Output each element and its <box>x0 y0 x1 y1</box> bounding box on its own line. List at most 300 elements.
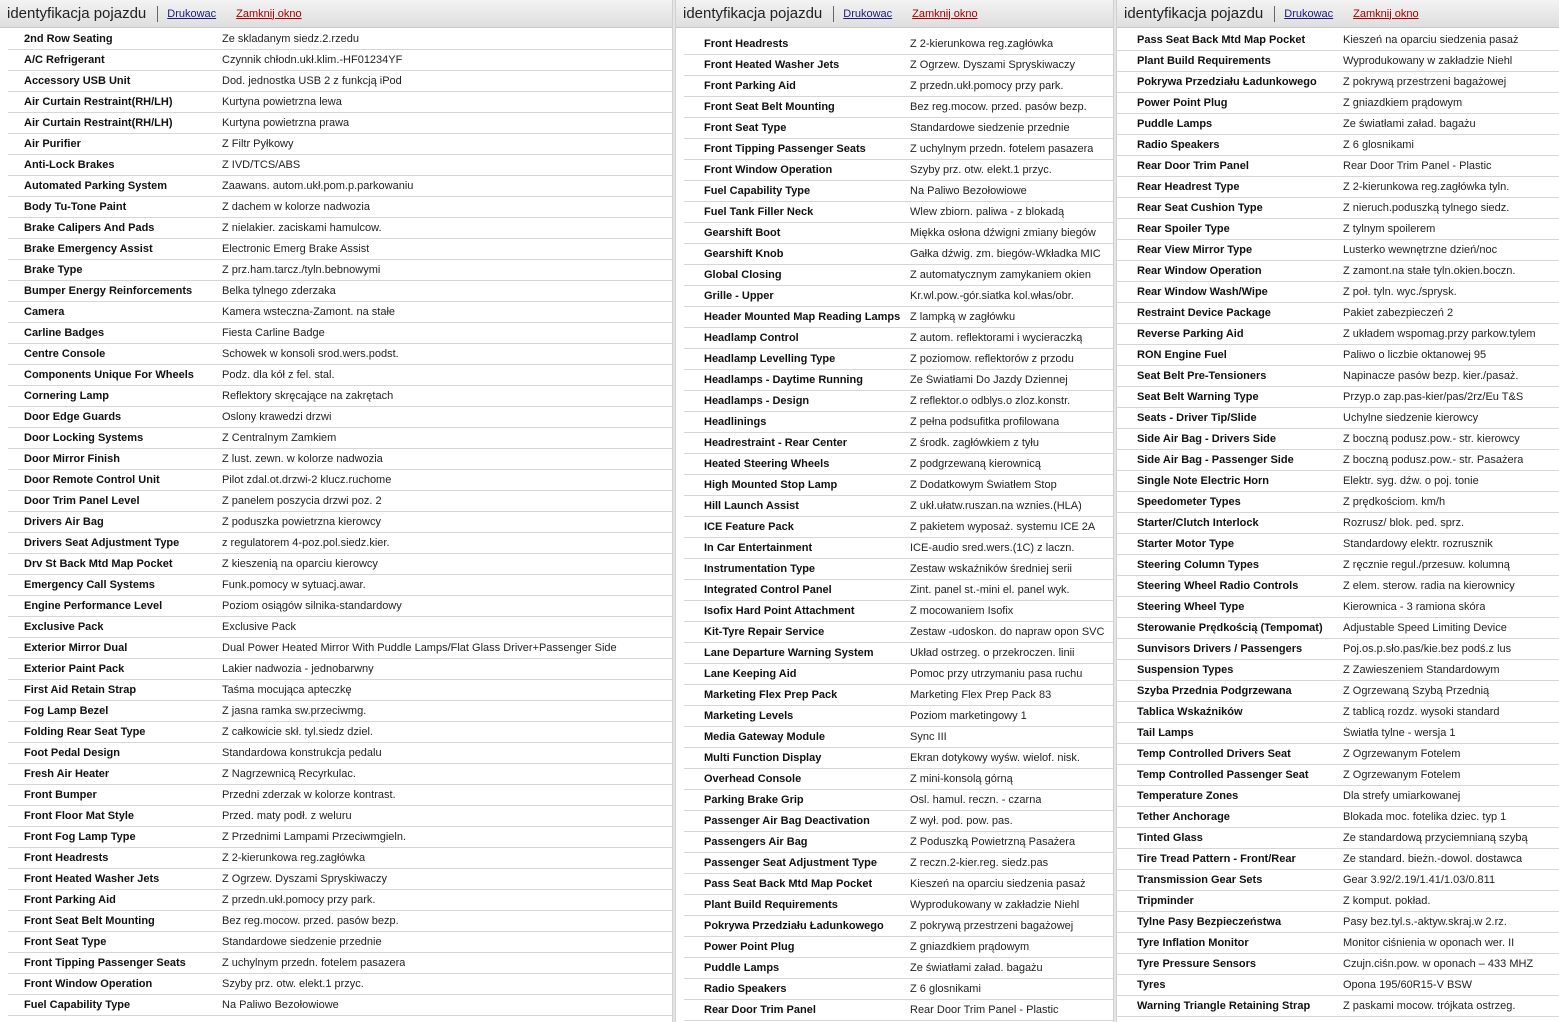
feature-name: Front Bumper <box>24 789 97 801</box>
table-row <box>8 785 672 806</box>
table-row <box>8 113 672 134</box>
feature-value: Z całkowicie skł. tyl.siedz dziel. <box>222 726 373 738</box>
feature-value: Ze standard. bieżn.-dowol. dostawca <box>1343 853 1523 865</box>
table-row <box>1117 555 1559 576</box>
feature-name: Drivers Seat Adjustment Type <box>24 537 180 549</box>
feature-value: Z podgrzewaną kierownicą <box>910 458 1041 470</box>
table-row <box>8 71 672 92</box>
table-row <box>8 701 672 722</box>
feature-name: Door Mirror Finish <box>24 453 120 465</box>
feature-value: Czujn.ciśn.pow. w oponach – 433 MHZ <box>1343 958 1534 970</box>
table-row <box>684 97 1113 118</box>
table-row <box>1117 702 1559 723</box>
feature-name: Reverse Parking Aid <box>1137 328 1244 340</box>
table-row <box>684 559 1113 580</box>
table-row <box>1117 30 1559 51</box>
feature-value: Z komput. pokład. <box>1343 895 1431 907</box>
table-row <box>684 601 1113 622</box>
table-row <box>1117 492 1559 513</box>
feature-name: Automated Parking System <box>24 180 168 192</box>
feature-name: Front Window Operation <box>704 164 833 176</box>
table-row <box>1117 282 1559 303</box>
table-row <box>1117 849 1559 870</box>
table-row <box>684 202 1113 223</box>
feature-name: Marketing Levels <box>704 710 794 722</box>
feature-value: Z pokrywą przestrzeni bagażowej <box>910 920 1074 932</box>
feature-value: Oslony krawedzi drzwi <box>222 411 332 423</box>
feature-name: Single Note Electric Horn <box>1137 475 1270 487</box>
table-row <box>8 554 672 575</box>
feature-value: Poziom osiągów silnika-standardowy <box>222 600 402 612</box>
table-row <box>1117 387 1559 408</box>
feature-value: Ze skladanym siedz.2.rzedu <box>222 33 359 45</box>
feature-name: High Mounted Stop Lamp <box>704 479 838 491</box>
feature-value: Zaawans. autom.ukł.pom.p.parkowaniu <box>222 180 414 192</box>
feature-name: Seats - Driver Tip/Slide <box>1137 412 1257 424</box>
table-row <box>1117 534 1559 555</box>
feature-name: Media Gateway Module <box>704 731 826 743</box>
feature-value: Z 2-kierunkowa reg.zagłówka <box>910 38 1054 50</box>
table-row <box>8 722 672 743</box>
table-row <box>684 139 1113 160</box>
feature-name: Starter Motor Type <box>1137 538 1234 550</box>
table-row <box>684 748 1113 769</box>
feature-value: Taśma mocująca apteczkę <box>222 684 352 696</box>
feature-name: Front Window Operation <box>24 978 153 990</box>
feature-name: Temperature Zones <box>1137 790 1239 802</box>
table-row <box>684 580 1113 601</box>
feature-value: Uchylne siedzenie kierowcy <box>1343 412 1479 424</box>
feature-name: Starter/Clutch Interlock <box>1137 517 1259 529</box>
feature-value: Z lampką w zagłówku <box>910 311 1016 323</box>
feature-value: Z Poduszką Powietrzną Pasażera <box>910 836 1076 848</box>
table-row <box>684 643 1113 664</box>
feature-value: Z nielakier. zaciskami hamulcow. <box>222 222 382 234</box>
feature-name: Foot Pedal Design <box>24 747 120 759</box>
table-row <box>8 974 672 995</box>
table-row <box>1117 198 1559 219</box>
table-row <box>1117 765 1559 786</box>
table-row <box>1117 450 1559 471</box>
feature-name: Tylne Pasy Bezpieczeństwa <box>1137 916 1282 928</box>
feature-name: Lane Keeping Aid <box>704 668 797 680</box>
feature-name: Air Curtain Restraint(RH/LH) <box>24 96 173 108</box>
feature-value: Z elem. sterow. radia na kierownicy <box>1343 580 1515 592</box>
feature-value: Funk.pomocy w sytuacj.awar. <box>222 579 366 591</box>
feature-name: Components Unique For Wheels <box>24 369 194 381</box>
feature-name: Sunvisors Drivers / Passengers <box>1137 643 1303 655</box>
feature-value: Z poł. tyln. wyc./sprysk. <box>1343 286 1457 298</box>
feature-name: Body Tu-Tone Paint <box>24 201 127 213</box>
table-row <box>8 239 672 260</box>
feature-name: Multi Function Display <box>704 752 822 764</box>
table-row <box>684 1000 1113 1021</box>
feature-name: Tyres <box>1137 979 1166 991</box>
feature-value: Standardowy elektr. rozrusznik <box>1343 538 1493 550</box>
header-divider <box>157 6 158 22</box>
feature-name: Transmission Gear Sets <box>1137 874 1263 886</box>
table-row <box>684 790 1113 811</box>
feature-name: Door Remote Control Unit <box>24 474 160 486</box>
feature-value: Ze światłami załad. bagażu <box>1343 118 1476 130</box>
feature-name: Rear Window Operation <box>1137 265 1262 277</box>
table-row <box>684 496 1113 517</box>
table-row <box>684 937 1113 958</box>
feature-value: Wyprodukowany w zakładzie Niehl <box>1343 55 1513 67</box>
table-row <box>684 118 1113 139</box>
feature-value: Z przedn.ukł.pomocy przy park. <box>222 894 376 906</box>
feature-name: Lane Departure Warning System <box>704 647 874 659</box>
table-row <box>8 659 672 680</box>
table-row <box>1117 345 1559 366</box>
feature-name: Kit-Tyre Repair Service <box>704 626 825 638</box>
table-row <box>1117 366 1559 387</box>
table-row <box>684 517 1113 538</box>
print-link[interactable]: Drukowac <box>1284 7 1334 20</box>
feature-name: Steering Column Types <box>1137 559 1260 571</box>
panel-header <box>1117 0 1559 28</box>
feature-value: Pasy bez.tyl.s.-aktyw.skraj.w 2.rz. <box>1343 916 1507 928</box>
feature-value: Bez reg.mocow. przed. pasów bezp. <box>910 101 1087 113</box>
table-row <box>684 328 1113 349</box>
feature-value: Dual Power Heated Mirror With Puddle Lamps/Flat Glass Driver+Passenger Side <box>222 642 617 654</box>
feature-name: Exclusive Pack <box>24 621 104 633</box>
feature-name: Fog Lamp Bezel <box>24 705 109 717</box>
feature-name: Headlamps - Design <box>704 395 810 407</box>
feature-value: Standardowa konstrukcja pedalu <box>222 747 382 759</box>
table-row <box>684 916 1113 937</box>
feature-value: Z Dodatkowym Światłem Stop <box>910 479 1057 491</box>
table-row <box>684 181 1113 202</box>
table-row <box>1117 954 1559 975</box>
feature-name: Front Fog Lamp Type <box>24 831 136 843</box>
feature-name: Front Heated Washer Jets <box>24 873 160 885</box>
feature-name: Tire Tread Pattern - Front/Rear <box>1137 853 1296 865</box>
feature-name: Headrestraint - Rear Center <box>704 437 848 449</box>
feature-name: Exterior Paint Pack <box>24 663 125 675</box>
feature-value: Ze Światłami Do Jazdy Dziennej <box>910 374 1068 386</box>
feature-name: Seat Belt Warning Type <box>1137 391 1259 403</box>
feature-value: Z poduszka powietrzna kierowcy <box>222 516 381 528</box>
table-row <box>1117 744 1559 765</box>
feature-value: Z 6 glosnikami <box>1343 139 1414 151</box>
table-row <box>684 706 1113 727</box>
feature-name: Passenger Seat Adjustment Type <box>704 857 877 869</box>
feature-value: Z pakietem wyposaż. systemu ICE 2A <box>910 521 1096 533</box>
feature-value: Rear Door Trim Panel - Plastic <box>910 1004 1059 1016</box>
spec-table <box>676 34 1113 1021</box>
feature-name: Passenger Air Bag Deactivation <box>704 815 870 827</box>
feature-value: Z Centralnym Zamkiem <box>222 432 337 444</box>
feature-value: Osl. hamul. reczn. - czarna <box>910 794 1042 806</box>
feature-name: First Aid Retain Strap <box>24 684 137 696</box>
feature-value: Z pełna podsufitka profilowana <box>910 416 1060 428</box>
feature-value: Standardowe siedzenie przednie <box>222 936 382 948</box>
feature-name: Fuel Tank Filler Neck <box>704 206 814 218</box>
feature-name: 2nd Row Seating <box>24 33 113 45</box>
table-row <box>1117 576 1559 597</box>
feature-value: Elektr. syg. dźw. o poj. tonie <box>1343 475 1479 487</box>
feature-value: Z Ogrzewanym Fotelem <box>1343 769 1461 781</box>
feature-name: Anti-Lock Brakes <box>24 159 115 171</box>
table-row <box>8 764 672 785</box>
feature-name: Power Point Plug <box>704 941 795 953</box>
feature-value: Kurtyna powietrzna lewa <box>222 96 342 108</box>
feature-name: Rear View Mirror Type <box>1137 244 1253 256</box>
table-row <box>684 895 1113 916</box>
feature-value: Z boczną podusz.pow.- str. kierowcy <box>1343 433 1520 445</box>
feature-value: Z mini-konsolą górną <box>910 773 1013 785</box>
close-window-link[interactable]: Zamknij okno <box>236 7 302 20</box>
feature-name: Front Tipping Passenger Seats <box>24 957 186 969</box>
table-row <box>684 160 1113 181</box>
feature-value: Z kieszenią na oparciu kierowcy <box>222 558 378 570</box>
table-row <box>8 638 672 659</box>
feature-value: z regulatorem 4-poz.pol.siedz.kier. <box>222 537 390 549</box>
feature-name: Front Seat Belt Mounting <box>24 915 155 927</box>
close-window-link[interactable]: Zamknij okno <box>912 7 978 20</box>
feature-value: Napinacze pasów bezp. kier./pasaż. <box>1343 370 1519 382</box>
table-row <box>8 386 672 407</box>
feature-name: Radio Speakers <box>1137 139 1220 151</box>
feature-value: Z środk. zagłówkiem z tyłu <box>910 437 1039 449</box>
feature-value: Z gniazdkiem prądowym <box>1343 97 1463 109</box>
feature-value: Z mocowaniem Isofix <box>910 605 1014 617</box>
feature-name: Rear Headrest Type <box>1137 181 1240 193</box>
feature-value: Ze standardową przyciemnianą szybą <box>1343 832 1528 844</box>
table-row <box>1117 723 1559 744</box>
table-row <box>8 890 672 911</box>
feature-name: Front Seat Type <box>704 122 787 134</box>
feature-name: Front Parking Aid <box>24 894 116 906</box>
feature-value: Zint. panel st.-mini el. panel wyk. <box>910 584 1070 596</box>
feature-value: Przed. maty podł. z weluru <box>222 810 352 822</box>
feature-name: Bumper Energy Reinforcements <box>24 285 193 297</box>
table-row <box>684 55 1113 76</box>
table-row <box>1117 471 1559 492</box>
table-row <box>8 323 672 344</box>
feature-value: Z przedn.ukł.pomocy przy park. <box>910 80 1064 92</box>
feature-value: Szyby prz. otw. elekt.1 przyc. <box>222 978 364 990</box>
feature-name: Hill Launch Assist <box>704 500 799 512</box>
feature-name: Plant Build Requirements <box>704 899 838 911</box>
feature-value: Z Przednimi Lampami Przeciwmgieln. <box>222 831 406 843</box>
feature-value: ICE-audio sred.wers.(1C) z laczn. <box>910 542 1075 554</box>
feature-name: Front Headrests <box>24 852 109 864</box>
feature-value: Adjustable Speed Limiting Device <box>1343 622 1507 634</box>
feature-value: Ze światłami załad. bagażu <box>910 962 1043 974</box>
feature-name: Puddle Lamps <box>1137 118 1213 130</box>
feature-value: Podz. dla kół z fel. stal. <box>222 369 335 381</box>
feature-value: Układ ostrzeg. o przekroczen. linii <box>910 647 1075 659</box>
feature-value: Kamera wsteczna-Zamont. na stałe <box>222 306 396 318</box>
table-row <box>684 391 1113 412</box>
table-row <box>1117 135 1559 156</box>
feature-value: Poziom marketingowy 1 <box>910 710 1027 722</box>
panel-title: identyfikacja pojazdu <box>1124 5 1264 22</box>
feature-value: Światła tylne - wersja 1 <box>1343 727 1456 739</box>
feature-value: Z dachem w kolorze nadwozia <box>222 201 370 213</box>
feature-name: Tail Lamps <box>1137 727 1194 739</box>
feature-value: Paliwo o liczbie oktanowej 95 <box>1343 349 1487 361</box>
feature-value: Z poziomow. reflektorów z przodu <box>910 353 1074 365</box>
header-divider <box>1274 6 1275 22</box>
table-row <box>8 302 672 323</box>
feature-name: Tether Anchorage <box>1137 811 1230 823</box>
table-row <box>1117 786 1559 807</box>
feature-value: Na Paliwo Bezołowiowe <box>222 999 339 1011</box>
feature-value: Z panelem poszycia drzwi poz. 2 <box>222 495 382 507</box>
feature-value: Electronic Emerg Brake Assist <box>222 243 370 255</box>
table-row <box>8 911 672 932</box>
feature-value: Reflektory skręcające na zakrętach <box>222 390 394 402</box>
header-divider <box>833 6 834 22</box>
close-window-link[interactable]: Zamknij okno <box>1353 7 1419 20</box>
feature-value: Z 6 glosnikami <box>910 983 981 995</box>
print-link[interactable]: Drukowac <box>843 7 893 20</box>
feature-name: Speedometer Types <box>1137 496 1241 508</box>
table-row <box>1117 870 1559 891</box>
table-row <box>8 617 672 638</box>
table-row <box>684 34 1113 55</box>
feature-name: Overhead Console <box>704 773 802 785</box>
table-row <box>684 832 1113 853</box>
feature-name: Steering Wheel Radio Controls <box>1137 580 1299 592</box>
feature-name: Front Tipping Passenger Seats <box>704 143 866 155</box>
feature-name: Power Point Plug <box>1137 97 1228 109</box>
table-row <box>8 680 672 701</box>
feature-value: Pakiet zabezpieczeń 2 <box>1343 307 1454 319</box>
table-row <box>1117 912 1559 933</box>
spec-table <box>0 29 672 1016</box>
feature-value: Kierownica - 3 ramiona skóra <box>1343 601 1486 613</box>
feature-value: Z jasna ramka sw.przeciwmg. <box>222 705 367 717</box>
table-row <box>8 470 672 491</box>
feature-value: Z IVD/TCS/ABS <box>222 159 301 171</box>
feature-name: RON Engine Fuel <box>1137 349 1227 361</box>
feature-name: Tyre Pressure Sensors <box>1137 958 1257 970</box>
table-row <box>1117 429 1559 450</box>
panel-title: identyfikacja pojazdu <box>683 5 823 22</box>
feature-value: Belka tylnego zderzaka <box>222 285 336 297</box>
table-row <box>1117 618 1559 639</box>
table-row <box>684 349 1113 370</box>
table-row <box>1117 261 1559 282</box>
feature-name: Rear Seat Cushion Type <box>1137 202 1263 214</box>
feature-value: Poj.os.p.sło.pas/kie.bez podś.z lus <box>1343 643 1512 655</box>
table-row <box>684 454 1113 475</box>
table-row <box>1117 807 1559 828</box>
table-row <box>8 365 672 386</box>
feature-value: Z Ogrzew. Dyszami Spryskiwaczy <box>222 873 388 885</box>
feature-name: Rear Door Trim Panel <box>1137 160 1249 172</box>
table-row <box>684 958 1113 979</box>
feature-value: Z uchylnym przedn. fotelem pasazera <box>910 143 1094 155</box>
feature-value: Gałka dźwig. zm. biegów-Wkładka MIC <box>910 248 1101 260</box>
feature-value: Z paskami mocow. trójkata ostrzeg. <box>1343 1000 1516 1012</box>
feature-name: Tinted Glass <box>1137 832 1203 844</box>
table-row <box>684 979 1113 1000</box>
feature-value: Z ręcznie regul./przesuw. kolumną <box>1343 559 1510 571</box>
table-row <box>1117 597 1559 618</box>
feature-name: Header Mounted Map Reading Lamps <box>704 311 901 323</box>
feature-value: Z prędkościom. km/h <box>1343 496 1446 508</box>
feature-value: Kieszeń na oparciu siedzenia pasaż <box>910 878 1086 890</box>
feature-value: Z układem wspomag.przy parkow.tylem <box>1343 328 1536 340</box>
feature-value: Szyby prz. otw. elekt.1 przyc. <box>910 164 1052 176</box>
feature-value: Z Nagrzewnicą Recyrkulac. <box>222 768 356 780</box>
feature-name: Side Air Bag - Passenger Side <box>1137 454 1294 466</box>
feature-name: Drivers Air Bag <box>24 516 104 528</box>
feature-name: Headlinings <box>704 416 767 428</box>
table-row <box>8 596 672 617</box>
table-row <box>8 155 672 176</box>
table-row <box>8 428 672 449</box>
feature-value: Z ukł.ułatw.ruszan.na wznies.(HLA) <box>910 500 1082 512</box>
feature-name: Headlamp Levelling Type <box>704 353 836 365</box>
table-row <box>1117 513 1559 534</box>
feature-value: Ekran dotykowy wyśw. wielof. nisk. <box>910 752 1080 764</box>
feature-value: Przedni zderzak w kolorze kontrast. <box>222 789 396 801</box>
feature-value: Z automatycznym zamykaniem okien <box>910 269 1091 281</box>
table-row <box>684 412 1113 433</box>
feature-name: Front Heated Washer Jets <box>704 59 840 71</box>
feature-name: Front Headrests <box>704 38 789 50</box>
table-row <box>684 307 1113 328</box>
table-row <box>8 50 672 71</box>
feature-name: Brake Emergency Assist <box>24 243 153 255</box>
feature-value: Z reflektor.o odblys.o zloz.konstr. <box>910 395 1071 407</box>
table-row <box>8 869 672 890</box>
feature-name: Brake Calipers And Pads <box>24 222 155 234</box>
table-row <box>8 449 672 470</box>
feature-value: Pomoc przy utrzymaniu pasa ruchu <box>910 668 1083 680</box>
feature-value: Z reczn.2-kier.reg. siedz.pas <box>910 857 1049 869</box>
table-row <box>8 953 672 974</box>
feature-value: Z boczną podusz.pow.- str. Pasażera <box>1343 454 1524 466</box>
table-row <box>684 769 1113 790</box>
table-row <box>8 134 672 155</box>
feature-value: Z Ogrzew. Dyszami Spryskiwaczy <box>910 59 1076 71</box>
table-row <box>1117 72 1559 93</box>
feature-value: Z Ogrzewanym Fotelem <box>1343 748 1461 760</box>
feature-name: Emergency Call Systems <box>24 579 155 591</box>
feature-name: ICE Feature Pack <box>704 521 794 533</box>
feature-name: Fresh Air Heater <box>24 768 110 780</box>
feature-name: Accessory USB Unit <box>24 75 131 87</box>
feature-name: Door Edge Guards <box>24 411 122 423</box>
feature-name: Pass Seat Back Mtd Map Pocket <box>1137 34 1306 46</box>
feature-value: Lakier nadwozia - jednobarwny <box>222 663 374 675</box>
feature-name: Puddle Lamps <box>704 962 780 974</box>
print-link[interactable]: Drukowac <box>167 7 217 20</box>
feature-value: Bez reg.mocow. przed. pasów bezp. <box>222 915 399 927</box>
feature-name: Isofix Hard Point Attachment <box>704 605 855 617</box>
feature-name: Steering Wheel Type <box>1137 601 1245 613</box>
feature-value: Lusterko wewnętrzne dzień/noc <box>1343 244 1498 256</box>
vehicle-id-panel-1 <box>0 0 672 1022</box>
table-row <box>8 848 672 869</box>
feature-value: Z lust. zewn. w kolorze nadwozia <box>222 453 383 465</box>
feature-name: Headlamps - Daytime Running <box>704 374 863 386</box>
table-row <box>8 932 672 953</box>
feature-name: Suspension Types <box>1137 664 1234 676</box>
feature-value: Fiesta Carline Badge <box>222 327 325 339</box>
feature-name: Fuel Capability Type <box>24 999 131 1011</box>
feature-name: Exterior Mirror Dual <box>24 642 128 654</box>
table-row <box>684 622 1113 643</box>
table-row <box>684 874 1113 895</box>
